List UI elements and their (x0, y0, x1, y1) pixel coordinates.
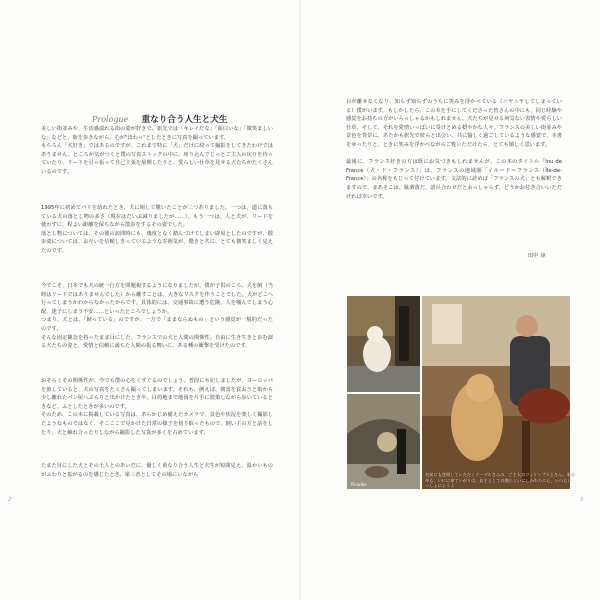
paragraph: 目が離せなくなり、知らず知らずのうちに笑みを浮かべている（ニヤニヤしてしまっている）僕がいます。もしかしたら、この本を手にしてくださった皆さんの中にも、同じ経験や感覚をお持ちの方がいらっしゃるかもしれません。犬たちが見せる何気ない表情や愛らしい仕草。そして、それを愛情いっぱいに受けとめる穏やかな人々。フランスの美しい街並みや景色を背景に、あたかも旅先で彼らと出会い、共に愉しく過ごしているような感覚で、本書をゆったりと、ときに笑みを浮かべながらご覧いただけたら、とても嬉しく思います。 (346, 99, 562, 148)
paragraph: 最後に、フランス好きの方は既にお気づきもしれませんが、この本のタイトル「Inu de France（犬・ド・フランス）」は、フランスの地域圏「イル＝ド＝フランス（Île-de-France）」の名称をもじって付けています。文法的に読めば「フランスの犬」とも解釈できますので、まあそこは、駄酒落だ、語呂合わせだとおっしゃらず、どうかお付き合いいただければ幸いです。 (346, 159, 562, 200)
paragraph: そんな固定観念を持ったまま目にした、フランスでの犬と人間の関係性。自由に生き生きと歩む凛る犬たちの姿と、愛情と信頼に満ちた人間の振る舞いに、ある種の衝撃を受けたのです。 (41, 334, 273, 350)
prologue-kicker: Prologue (92, 115, 129, 124)
paragraph: たまた目にした犬とその土人とのあいだに、優しく重なり合う人生と犬生が短間見え、温かいものがふわりと拡がるのを感じたとき、第三者としてその場にいながら (41, 463, 273, 478)
paragraph: 今でこそ、日本でも犬の統一行方を問題視するようになりましたが、僕が子供のころ、犬を飼（当時はリードではありませんでした）から離すことは、大きなリスクを伴うことでした。犬がどこへ行ってしまうかわからなかったからです。具体的には、交通事故に遭う危険、人を噛んでしまう心配、迷子にしまう不安……といったところでしょうか。 (41, 283, 273, 315)
page-number-left: 2 (8, 497, 12, 503)
author-signature: 田中 淳 (528, 253, 546, 259)
paragraph: 美しい街並みや、生活感溢れる街の姿が好きで、旅先では「キレイだな」「面白いな」「微笑ましいな」などと、街を歩きながら、心が"ほわっ"としたときに写真を撮っています。 (41, 126, 273, 141)
chapter-heading (92, 107, 227, 126)
body-text-block-5 (41, 462, 273, 479)
body-text-block-4 (41, 377, 273, 437)
paragraph: つまり、犬とは、「飼っている」のですが、一方で「ままならぬもの」という感覚が一般的だったのです。 (41, 317, 273, 332)
paragraph: そのため、この本に掲載している写真は、あらかじめ備えたカメラで、景色や状況を楽しく撮影したようなものではなく、そこここで見かけた日常の様子を切り取ったもので、飼い主の方と話をしたり、犬と触れ合ったりしながら撮影した写真が多くを占めています。 (41, 412, 273, 436)
paragraph: 落とし物については、その後の訪問時にも、幾度となく踏んづけてしまい辟易としたのですが、散歩姿については、お互いを信頼しきっているような雰囲気が、驚きと共に、とても微笑ましく見えたのです。 (41, 230, 273, 254)
paragraph: 1995年に初めてパリを訪れたとき、犬に関して驚いたことが二つありました。一つは、道に落ちている犬の落とし物の多さ（現在はだいぶ減りましたが……）。もう一つは、人と犬が、リードを使わずに、程よい距離を保ちながら散歩をするその姿でした。 (41, 205, 273, 229)
page-gutter (299, 0, 301, 600)
chapter-title: 重なり合う人生と犬生 (141, 115, 228, 125)
photo-caption: 名前にも登場していただくクーデルさんの、ご主人のフィリップスとさん。家の中も、いにに来ていがりは、店主としての顔らしいにしかわりに心、いつもいっしょにようよ (425, 472, 575, 489)
paragraph: おそらくその関係性が、今でも僕の心をくすぐるのでしょう。普段にも記しましたが、ヨーロッパを旅していると、犬の写真をたくさん撮ってしまいます。それも、例えば、朝食を買おうと街から少し離れたパン屋へぶらりと出かけたときや、目的地まで地図を片手に散策しながら歩いているときなど、ふとしたときが多いのです。 (41, 378, 273, 410)
body-text-block-3 (41, 282, 273, 351)
body-text-block-1 (41, 125, 273, 177)
paragraph: もちろん「犬好き」ではあるのですが、これまで特に「犬」だけに絞って撮影をしてきたわけではありません。ところが気がつくと僕の写真ストックの中に、座り込んでじっとご主人の戻りを待っていたり、リードを引っ張って自己主張を展開したりと、愛らしい仕草を見せる犬たちがたくさんいるのです。 (41, 143, 273, 175)
right-body-text (346, 98, 562, 201)
photo-dog-street-arch (347, 394, 420, 489)
photo-golden-retriever-cafe (422, 296, 570, 489)
photo-white-dog-street (347, 296, 420, 392)
body-text-block-2 (41, 204, 273, 256)
photo-location-label: Picardie (351, 482, 367, 487)
page-number-right: 3 (580, 497, 584, 503)
